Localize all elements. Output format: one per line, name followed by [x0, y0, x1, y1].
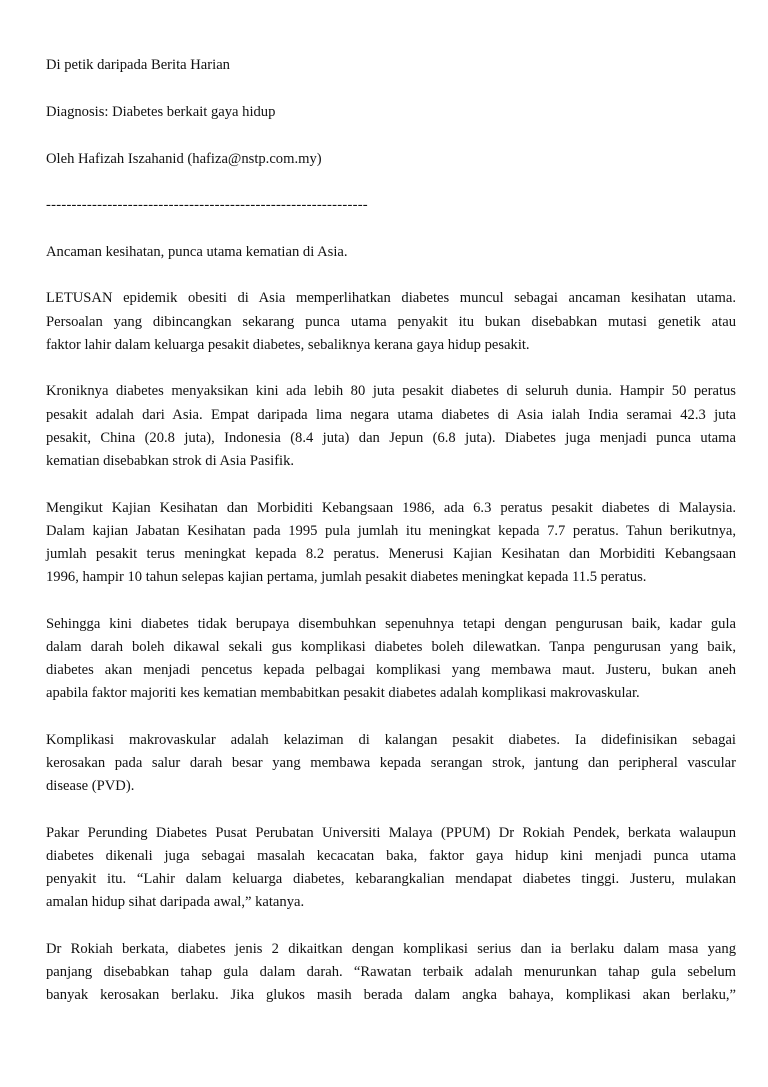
paragraph-line: diabetes akan menjadi pencetus kepada pelbagai komplikasi yang membawa maut. Justeru, bukan aneh: [46, 662, 736, 678]
paragraph-line: pesakit, China (20.8 juta), Indonesia (8.4 juta) dan Jepun (6.8 juta). Diabetes juga menjadi punca utama: [46, 430, 736, 446]
source-line: Di petik daripada Berita Harian: [46, 57, 230, 73]
divider-line: ---------------------------------------------------------------: [46, 197, 368, 213]
paragraph-line: Sehingga kini diabetes tidak berupaya disembuhkan sepenuhnya tetapi dengan pengurusan baik, kadar gula: [46, 616, 736, 632]
author-byline: Oleh Hafizah Iszahanid (hafiza@nstp.com.my): [46, 151, 322, 167]
paragraph-line: jumlah pesakit terus meningkat kepada 8.2 peratus. Menerusi Kajian Kesihatan dan Morbiditi Kebangsaan: [46, 546, 736, 562]
paragraph-line: disease (PVD).: [46, 778, 135, 794]
paragraph-line: dalam darah boleh dikawal sekali gus komplikasi diabetes boleh dilewatkan. Tanpa pengurusan yang baik,: [46, 639, 736, 655]
paragraph-line: Komplikasi makrovaskular adalah kelaziman di kalangan pesakit diabetes. Ia didefinisikan sebagai: [46, 732, 736, 748]
article-title: Diagnosis: Diabetes berkait gaya hidup: [46, 104, 276, 120]
paragraph-line: apabila faktor majoriti kes kematian membabitkan pesakit diabetes adalah komplikasi makrovaskular.: [46, 685, 640, 701]
paragraph-line: amalan hidup sihat daripada awal,” katanya.: [46, 894, 305, 910]
paragraph-line: penyakit itu. “Lahir dalam keluarga diabetes, kebarangkalian mendapat diabetes tinggi. Justeru, mulakan: [46, 871, 736, 887]
paragraph-line: banyak kerosakan berlaku. Jika glukos masih berada dalam angka bahaya, komplikasi akan berlaku,”: [46, 987, 736, 1003]
paragraph-line: kerosakan pada salur darah besar yang membawa kepada serangan strok, jantung dan peripheral vascular: [46, 755, 736, 771]
paragraph-line: Dalam kajian Jabatan Kesihatan pada 1995 pula jumlah itu meningkat kepada 7.7 peratus. Tahun berikutnya,: [46, 523, 736, 539]
paragraph-line: Mengikut Kajian Kesihatan dan Morbiditi Kebangsaan 1986, ada 6.3 peratus pesakit diabetes di Malaysia.: [46, 500, 736, 516]
paragraph-line: Pakar Perunding Diabetes Pusat Perubatan Universiti Malaya (PPUM) Dr Rokiah Pendek, berkata walaupun: [46, 825, 736, 841]
paragraph-line: faktor lahir dalam keluarga pesakit diabetes, sebaliknya kerana gaya hidup pesakit.: [46, 337, 530, 353]
paragraph-line: LETUSAN epidemik obesiti di Asia memperlihatkan diabetes muncul sebagai ancaman kesihatan utama.: [46, 290, 736, 306]
paragraph-line: kematian disebabkan strok di Asia Pasifik.: [46, 453, 295, 469]
paragraph-line: diabetes dikenali juga sebagai masalah kecacatan baka, faktor gaya hidup kini menjadi punca utama: [46, 848, 736, 864]
paragraph-line: Persoalan yang dibincangkan sekarang punca utama penyakit itu bukan disebabkan mutasi genetik atau: [46, 314, 736, 330]
paragraph-line: pesakit adalah dari Asia. Empat daripada lima negara utama diabetes di Asia ialah India seramai 42.3 juta: [46, 407, 736, 423]
paragraph-line: Kroniknya diabetes menyaksikan kini ada lebih 80 juta pesakit diabetes di seluruh dunia. Hampir 50 peratus: [46, 383, 736, 399]
paragraph-line: Dr Rokiah berkata, diabetes jenis 2 dikaitkan dengan komplikasi serius dan ia berlaku dalam masa yang: [46, 941, 736, 957]
paragraph-line: 1996, hampir 10 tahun selepas kajian pertama, jumlah pesakit diabetes meningkat kepada 11.5 peratus.: [46, 569, 647, 585]
paragraph-line: panjang disebabkan tahap gula dalam darah. “Rawatan terbaik adalah menurunkan tahap gula sebelum: [46, 964, 736, 980]
article-lead: Ancaman kesihatan, punca utama kematian di Asia.: [46, 244, 348, 260]
